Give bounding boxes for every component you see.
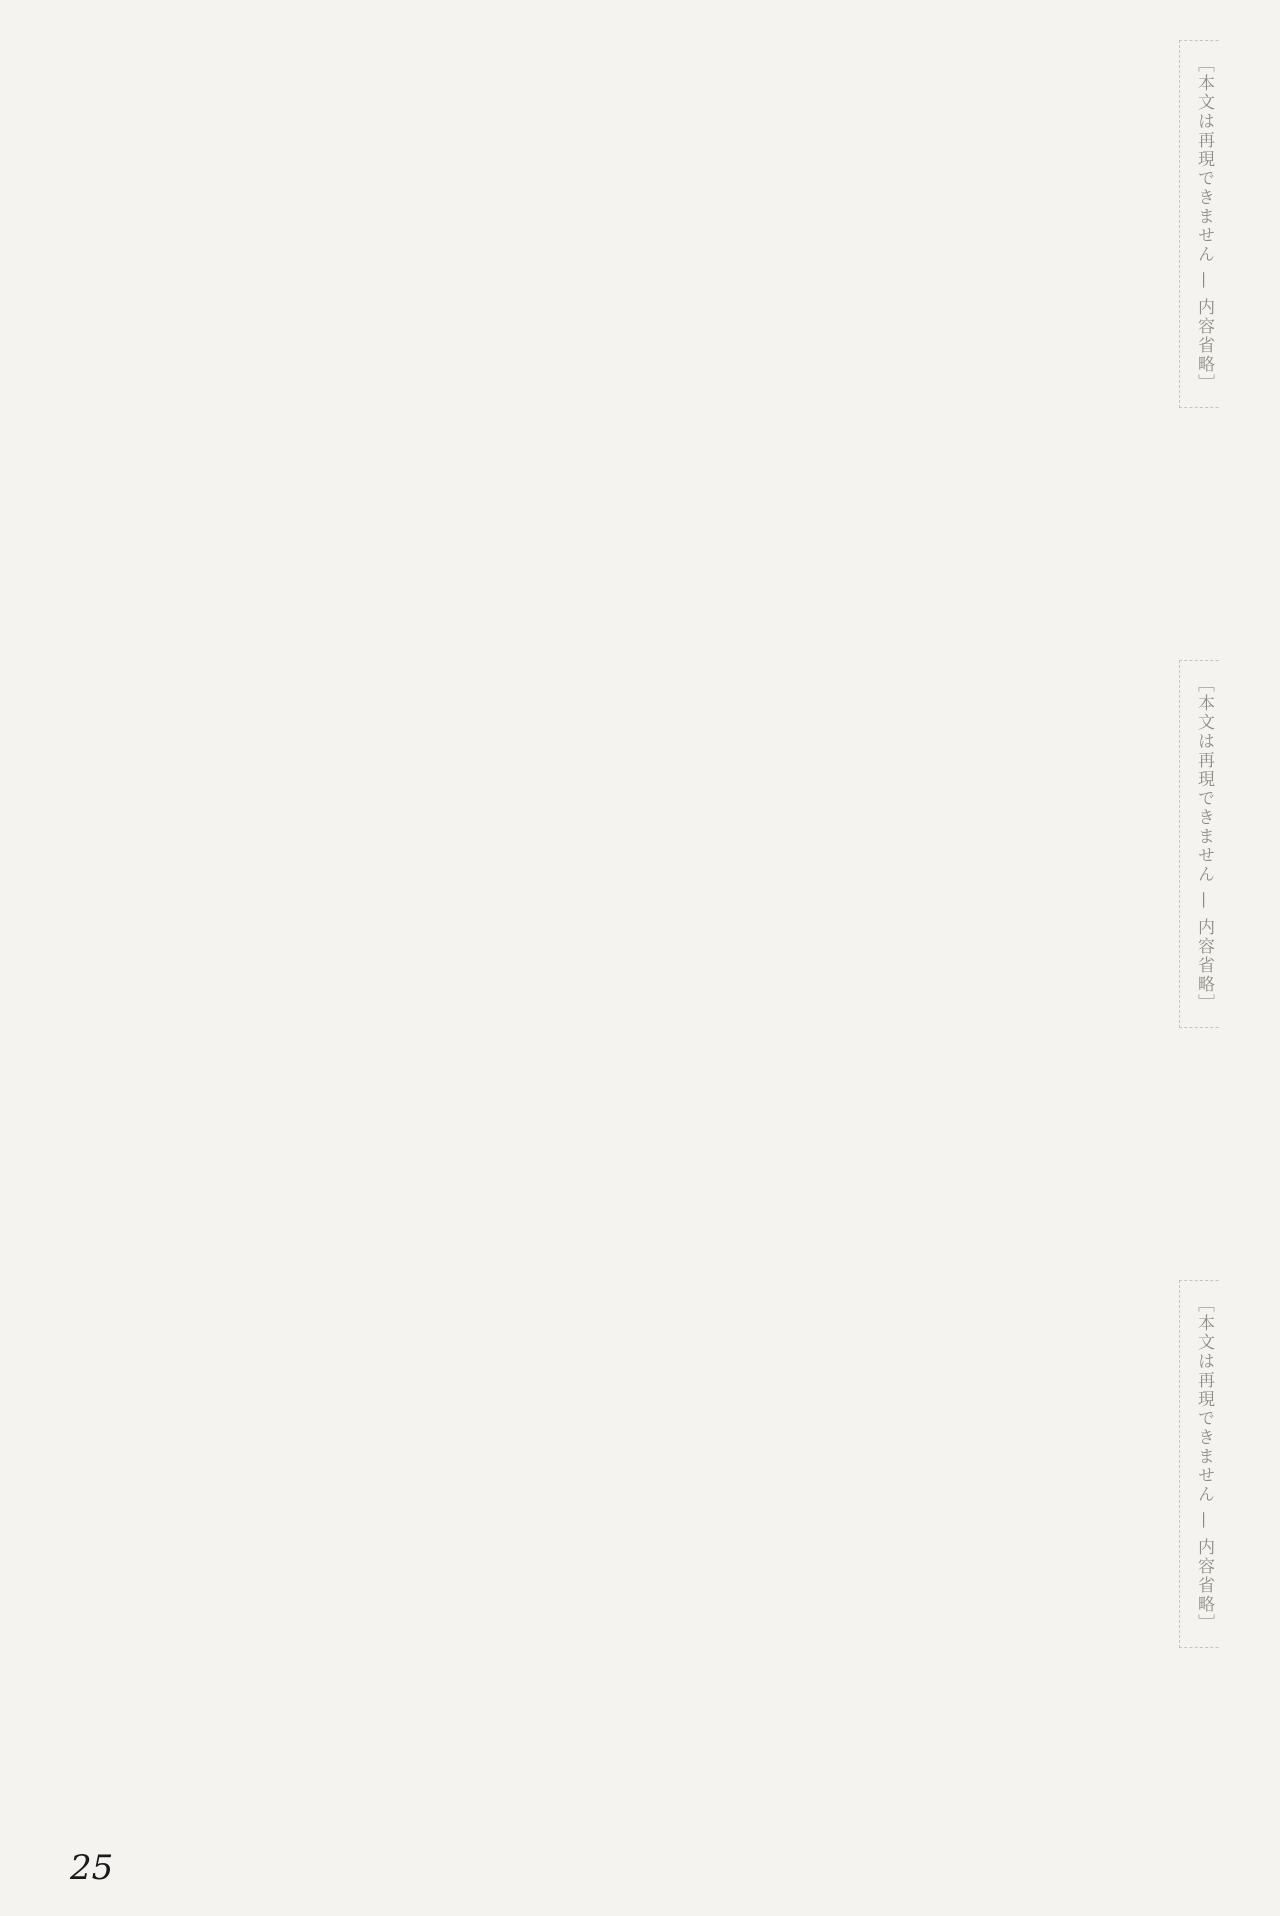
text-block-middle bbox=[60, 660, 1220, 1220]
text-block-top bbox=[60, 40, 1220, 600]
redacted-text: ［本文は再現できません — 内容省略］ bbox=[1179, 660, 1220, 1028]
page-number: 25 bbox=[70, 1848, 114, 1888]
redacted-text: ［本文は再現できません — 内容省略］ bbox=[1179, 1280, 1220, 1648]
text-block-bottom bbox=[60, 1280, 1220, 1840]
redacted-text: ［本文は再現できません — 内容省略］ bbox=[1179, 40, 1220, 408]
